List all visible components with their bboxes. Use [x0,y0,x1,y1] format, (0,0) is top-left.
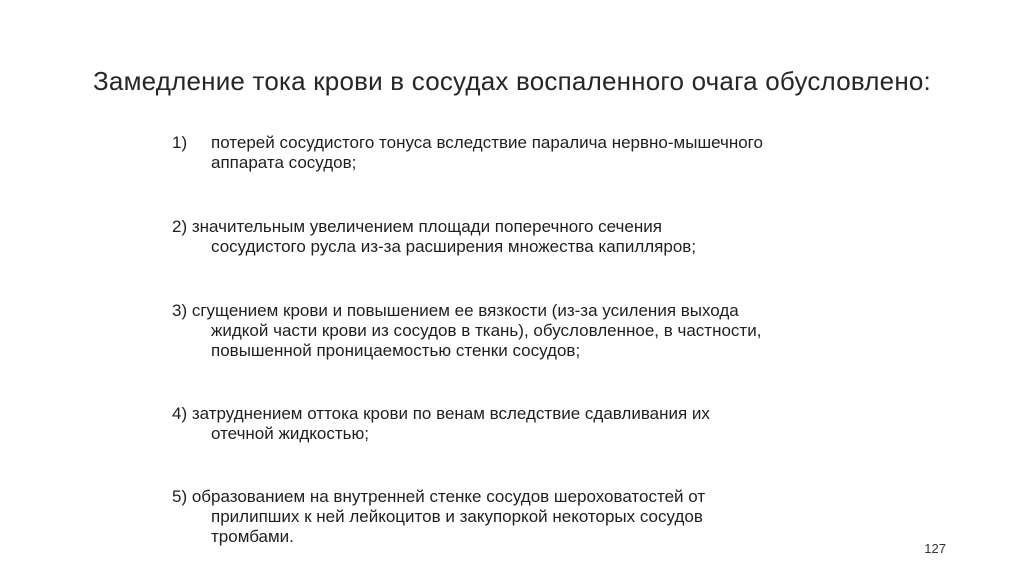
list-item-2 [172,217,872,257]
list-item-5-line-3: тромбами. [211,527,294,546]
list-item-4-line-2: отечной жидкостью; [211,424,369,443]
list-item-1-line-2: аппарата сосудов; [211,153,357,172]
list-item-5-line-2: прилипших к ней лейкоцитов и закупоркой некоторых сосудов [211,507,703,526]
numbered-list [172,133,872,547]
list-item-1-text-1: потерей сосудистого тонуса вследствие паралича нервно-мышечного [211,133,763,152]
list-item-4 [172,404,872,444]
list-item-1-line-1 [172,133,872,153]
list-item-4-line-1: 4) затруднением оттока крови по венам вследствие сдавливания их [172,404,710,423]
list-item-3-line-3: повышенной проницаемостью стенки сосудов; [211,341,581,360]
list-item-3 [172,301,872,361]
list-item-3-line-2: жидкой части крови из сосудов в ткань), обусловленное, в частности, [211,321,762,340]
list-item-2-line-2: сосудистого русла из-за расширения множества капилляров; [211,237,697,256]
list-item-2-line-1: 2) значительным увеличением площади поперечного сечения [172,217,662,236]
list-item-1-number: 1) [172,133,188,152]
page-number: 127 [924,541,946,556]
list-item-5-line-1: 5) образованием на внутренней стенке сосудов шероховатостей от [172,487,706,506]
slide-title: Замедление тока крови в сосудах воспаленного очага обусловлено: [93,66,931,96]
list-item-1 [172,133,872,173]
list-item-3-line-1: 3) сгущением крови и повышением ее вязкости (из-за усиления выхода [172,301,739,320]
list-item-5 [172,487,872,547]
